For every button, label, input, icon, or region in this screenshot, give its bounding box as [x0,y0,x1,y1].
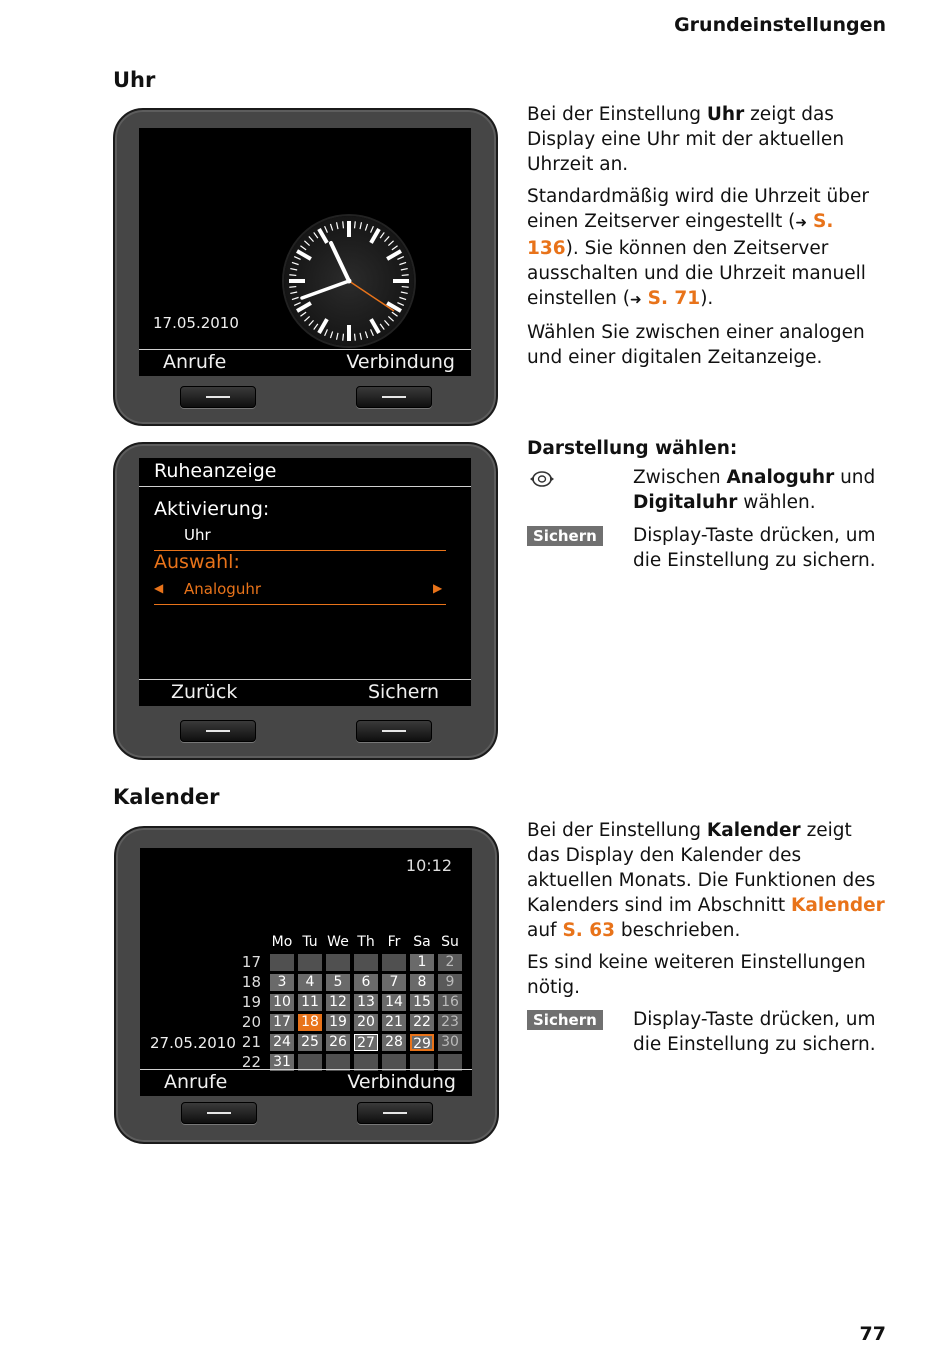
weekday-header: Mo [271,934,293,950]
clock-screen-date: 17.05.2010 [153,314,239,332]
left-display-key[interactable] [180,386,256,408]
minute-tick [300,312,306,316]
sichern-badge: Sichern [527,1010,603,1030]
title-divider [139,486,471,487]
week-number: 17 [241,953,261,971]
activation-value[interactable]: Uhr [184,526,211,544]
week-number: 22 [241,1053,261,1071]
minute-tick [392,246,398,250]
hour-tick [319,319,327,333]
minute-tick [401,292,408,293]
kalender-para-1: Bei der Einstellung Kalender zeigt das Display den Kalender des aktuellen Monats. Die Funktionen des Kalenders sind im Abschnitt Kalender auf S. 63 beschrieben. [527,820,885,941]
calendar-day[interactable]: 23 [438,1014,462,1031]
softkey-save-label[interactable]: Sichern [367,681,439,703]
calendar-day[interactable]: 29 [410,1034,434,1051]
minute-tick [392,312,398,316]
kalender-step [527,1007,887,1065]
section-heading-kalender: Kalender [113,785,220,809]
softkey-bar [139,349,471,376]
selection-label: Auswahl: [154,551,240,573]
calendar-day[interactable]: 6 [354,974,378,991]
minute-tick [289,275,296,276]
page-header: Grundeinstellungen [674,14,886,36]
darstellung-step-2 [527,523,887,581]
hour-tick [319,229,327,243]
softkey-right-label[interactable]: Verbindung [346,351,455,373]
calendar-day[interactable]: 2 [438,954,462,971]
minute-tick [397,257,403,260]
link-s71[interactable]: S. 71 [647,288,701,309]
calendar-empty-cell [326,954,350,971]
weekday-header: Sa [413,934,431,950]
minute-tick [325,226,328,232]
softkey-right-label[interactable]: Verbindung [347,1071,456,1093]
calendar-day[interactable]: 28 [382,1034,406,1051]
minute-tick [343,334,344,341]
phone-frame-calendar [114,826,499,1144]
calendar-day[interactable]: 12 [326,994,350,1011]
calendar-day[interactable]: 22 [410,1014,434,1031]
second-hand [349,281,394,311]
calendar-day[interactable]: 11 [298,994,322,1011]
minute-tick [371,329,374,335]
minute-tick [399,297,406,299]
calendar-date: 27.05.2010 [150,1034,236,1052]
navigation-key-icon [527,467,557,491]
calendar-day[interactable]: 26 [326,1034,350,1051]
minute-tick [360,222,361,229]
weekday-header: We [327,934,349,950]
minute-tick [402,275,409,276]
uhr-para-2: Standardmäßig wird die Uhrzeit über einen Zeitserver eingestellt (➜ S. 136). Sie können den Zeitserver ausschalten und die Uhrzeit manuell einstellen (➜ S. 71). [527,186,869,309]
weekday-header: Su [441,934,459,950]
step-2-text: Display-Taste drücken, um die Einstellung zu sichern. [633,525,876,571]
calendar-day[interactable]: 20 [354,1014,378,1031]
uhr-para-3: Wählen Sie zwischen einer analogen und einer digitalen Zeitanzeige. [527,322,865,368]
calendar-day[interactable]: 9 [438,974,462,991]
calendar-empty-cell [354,954,378,971]
calendar-day[interactable]: 19 [326,1014,350,1031]
week-number: 19 [241,993,261,1011]
calendar-day[interactable]: 18 [298,1014,322,1031]
arrow-icon: ➜ [630,292,642,308]
calendar-day[interactable]: 8 [410,974,434,991]
selection-bottom-line [154,604,446,605]
minute-tick [388,241,393,246]
minute-tick [304,316,309,321]
uhr-para-1: Bei der Einstellung Uhr zeigt das Display eine Uhr mit der aktuellen Uhrzeit an. [527,104,845,175]
softkey-back-label[interactable]: Zurück [171,681,238,703]
minute-tick [337,222,338,229]
minute-tick [294,303,300,306]
calendar-day[interactable]: 31 [270,1054,294,1071]
calendar-time: 10:12 [405,856,452,875]
link-s63[interactable]: S. 63 [562,920,616,941]
selection-value[interactable]: Analoguhr [184,580,262,598]
calendar-day[interactable]: 14 [382,994,406,1011]
kalender-step-text: Display-Taste drücken, um die Einstellung zu sichern. [633,1009,876,1055]
calendar-day[interactable]: 25 [298,1034,322,1051]
minute-tick [388,316,393,321]
minute-tick [343,221,344,228]
calendar-day[interactable]: 5 [326,974,350,991]
softkey-left-label[interactable]: Anrufe [163,351,227,373]
calendar-day[interactable]: 1 [410,954,434,971]
uhr-text [527,102,887,377]
display-clock [139,128,471,376]
arrow-icon: ➜ [795,215,808,231]
minute-hand [302,281,349,298]
kalender-para-2: Es sind keine weiteren Einstellungen nötig. [527,952,866,998]
calendar-day[interactable]: 16 [438,994,462,1011]
page-number: 77 [859,1323,886,1345]
softkey-left-label[interactable]: Anrufe [164,1071,228,1093]
arrow-left-icon[interactable]: ◀ [154,581,164,595]
minute-tick [294,257,300,260]
minute-tick [309,236,314,241]
link-kalender[interactable]: Kalender [791,895,885,916]
minute-tick [380,232,384,238]
kalender-text [527,818,887,1065]
weekday-header: Tu [302,934,318,950]
calendar-day[interactable]: 10 [270,994,294,1011]
hour-tick [371,229,379,243]
minute-tick [292,297,299,299]
minute-tick [314,324,318,330]
calendar-day[interactable]: 4 [298,974,322,991]
week-number: 21 [241,1033,261,1051]
analog-clock [284,216,414,346]
weekday-header: Th [357,934,375,950]
calendar-empty-cell [270,954,294,971]
minute-tick [399,262,406,264]
minute-tick [397,303,403,306]
minute-tick [330,224,332,231]
calendar-day[interactable]: 3 [270,974,294,991]
week-number: 20 [241,1013,261,1031]
minute-tick [337,333,338,340]
calendar-empty-cell [298,954,322,971]
activation-label: Aktivierung: [154,498,270,520]
minute-tick [325,329,328,335]
sichern-badge: Sichern [527,526,603,546]
hour-hand [331,243,349,281]
softkey-bar [139,679,471,706]
step-1-text: Zwischen Analoguhr und Digitaluhr wählen. [633,467,876,513]
display-calendar [140,848,472,1096]
calendar-day[interactable]: 27 [354,1034,378,1051]
minute-tick [292,262,299,264]
left-display-key[interactable] [181,1102,257,1124]
clock-face-icon [284,216,414,346]
minute-tick [289,287,296,288]
minute-tick [384,320,389,325]
right-display-key[interactable] [357,1102,433,1124]
minute-tick [365,331,367,338]
minute-tick [401,269,408,270]
calendar-empty-cell [382,954,406,971]
darstellung-section [527,436,887,581]
minute-tick [355,221,356,228]
hour-tick [387,251,401,259]
hour-tick [297,251,311,259]
darstellung-heading: Darstellung wählen: [527,438,738,459]
week-number: 18 [241,973,261,991]
left-display-key[interactable] [180,720,256,742]
calendar-day[interactable]: 21 [382,1014,406,1031]
darstellung-step-1 [527,465,887,523]
minute-tick [384,236,389,241]
minute-tick [304,241,309,246]
hour-tick [297,303,311,311]
link-s136[interactable]: S. 136 [527,211,834,259]
minute-tick [402,287,409,288]
calendar-day[interactable]: 30 [438,1034,462,1051]
minute-tick [360,333,361,340]
settings-title: Ruheanzeige [154,460,277,482]
section-heading-uhr: Uhr [113,68,156,92]
calendar-day[interactable]: 17 [270,1014,294,1031]
right-display-key[interactable] [356,720,432,742]
phone-frame-settings [113,442,498,760]
hour-tick [371,319,379,333]
minute-tick [290,292,297,293]
minute-tick [330,331,332,338]
minute-tick [309,320,314,325]
display-settings [139,458,471,706]
right-display-key[interactable] [356,386,432,408]
calendar-day[interactable]: 7 [382,974,406,991]
weekday-header: Fr [387,934,401,950]
minute-tick [355,334,356,341]
minute-tick [290,269,297,270]
minute-tick [365,224,367,231]
minute-tick [380,324,384,330]
calendar-day[interactable]: 13 [354,994,378,1011]
minute-tick [314,232,318,238]
minute-tick [300,246,306,250]
calendar-day[interactable]: 24 [270,1034,294,1051]
calendar-day[interactable]: 15 [410,994,434,1011]
minute-tick [371,226,374,232]
arrow-right-icon[interactable]: ▶ [433,581,443,595]
phone-frame-clock [113,108,498,426]
softkey-bar [140,1069,472,1096]
